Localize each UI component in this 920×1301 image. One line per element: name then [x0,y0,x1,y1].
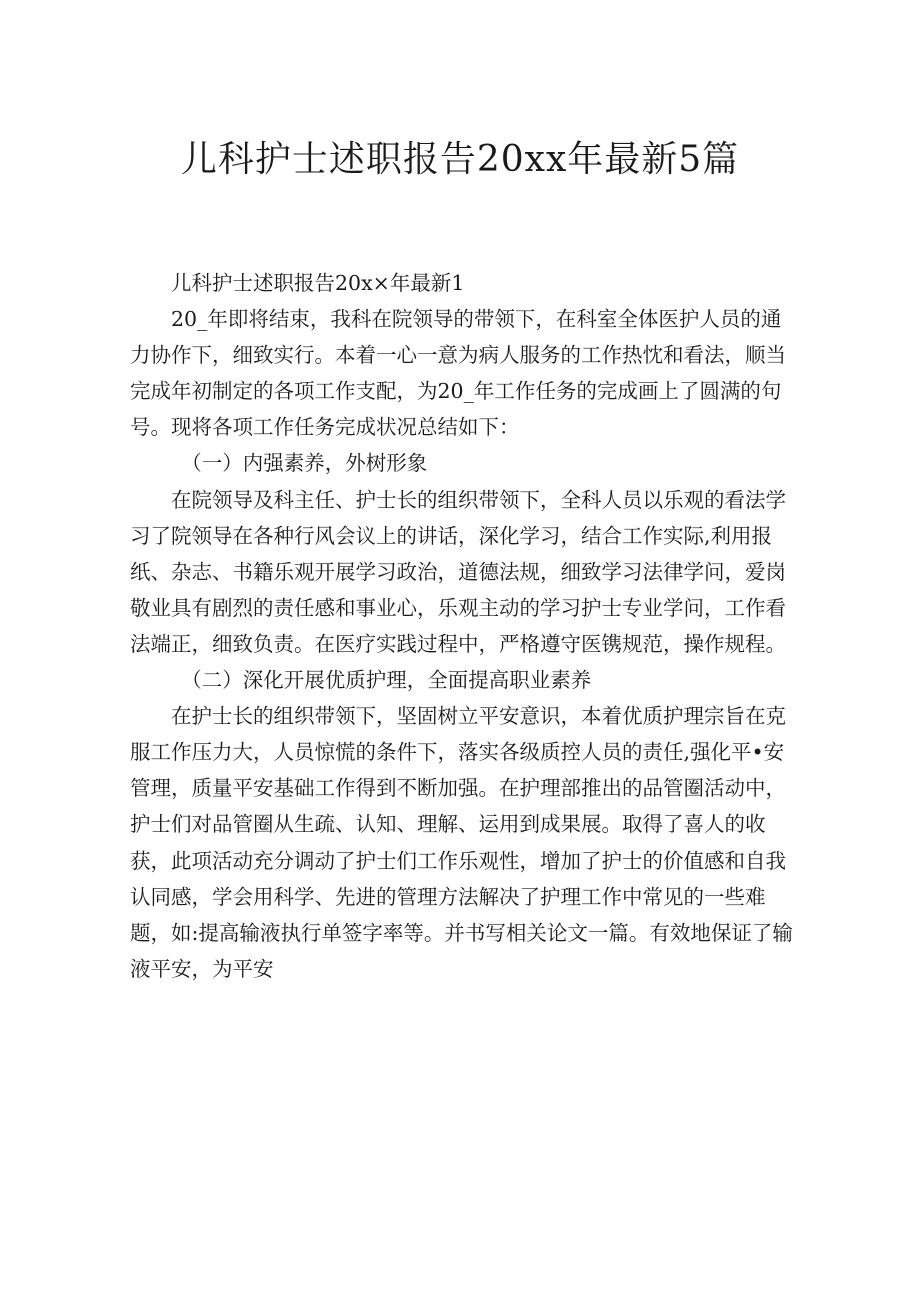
body-paragraph: 20_年即将结束，我科在院领导的带领下，在科室全体医护人员的通力协作下，细致实行。本着一心一意为病人服务的工作热忱和看法，顺当完成年初制定的各项工作支配，为20_年工作任务的完成画上了圆满的句号。现将各项工作任务完成状况总结如下： [130,307,786,440]
body-paragraph: 在护士长的组织带领下，坚固树立平安意识，本着优质护理宗旨在克服工作压力大，人员惊慌的条件下，落实各级质控人员的责任,强化平•安管理，质量平安基础工作得到不断加强。在护理部推出的品管圈活动中，护士们对品管圈从生疏、认知、理解、运用到成果展。取得了喜人的收获，此项活动充分调动了护士们工作乐观性，增加了护士的价值感和自我认同感，学会用科学、先进的管理方法解决了护理工作中常见的一些难题，如:提高输液执行单签字率等。并书写相关论文一篇。有效地保证了输液平安，为平安 [130,704,793,981]
body-paragraph: 在院领导及科主任、护士长的组织带领下，全科人员以乐观的看法学习了院领导在各种行风会议上的讲话，深化学习，结合工作实际,利用报纸、杂志、书籍乐观开展学习政治，道德法规，细致学习法律学问，爱岗敬业具有剧烈的责任感和事业心，乐观主动的学习护士专业学问，工作看法端正，细致负责。在医疗实践过程中，严格遵守医镌规范，操作规程。 [130,487,786,656]
document-body [130,265,800,987]
section-heading: （二）深化开展优质护理，全面提高职业素养 [181,668,592,693]
section-heading: （一）内强素养，外树形象 [181,451,428,476]
section-subtitle: 儿科护士述职报告20x×年最新1 [171,271,465,295]
document-title: 儿科护士述职报告20xx年最新5篇 [180,139,740,180]
